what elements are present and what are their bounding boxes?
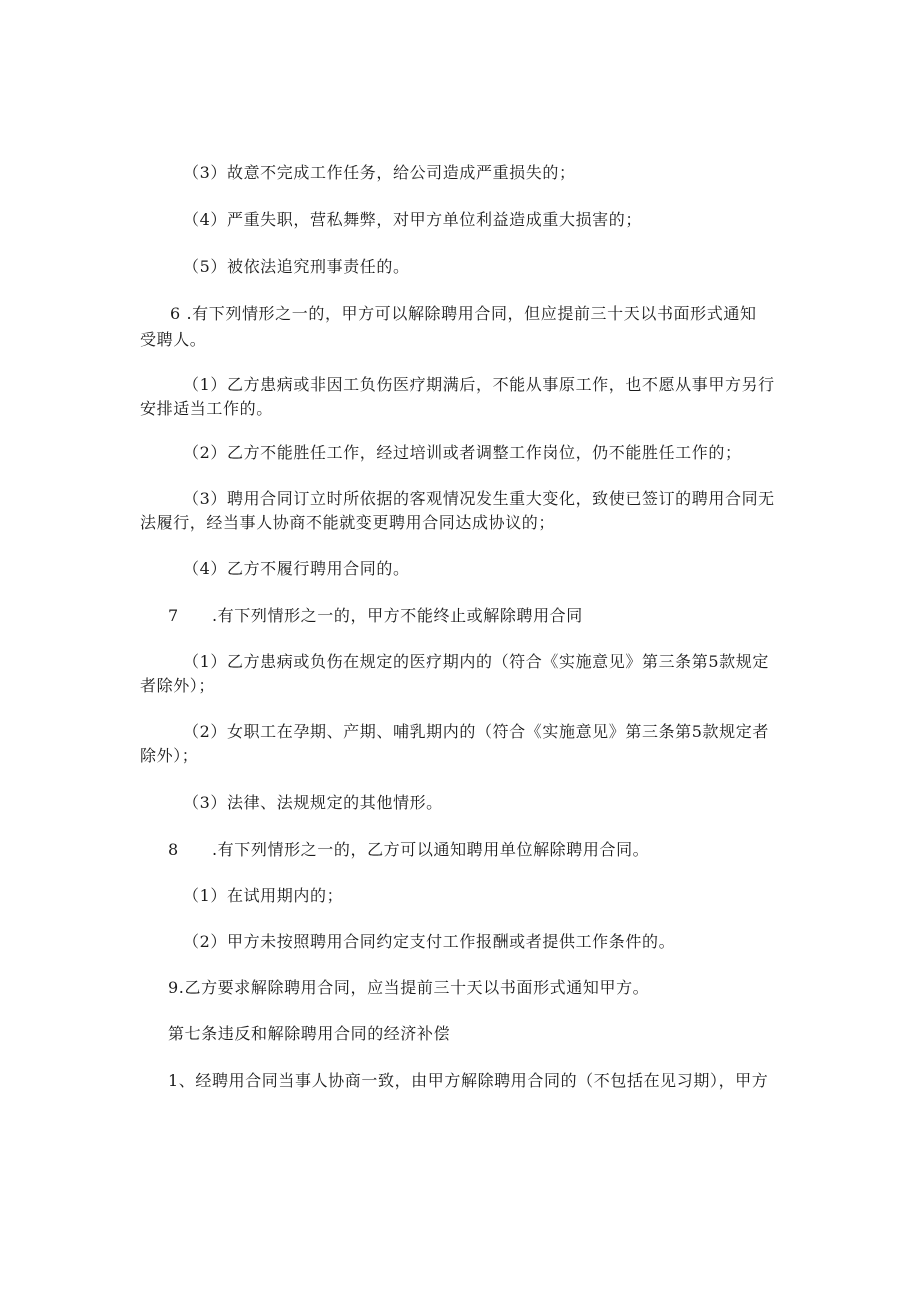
paragraph-line: （3）聘用合同订立时所依据的客观情况发生重大变化，致使已签订的聘用合同无 — [183, 489, 775, 508]
paragraph-line: （2）甲方未按照聘用合同约定支付工作报酬或者提供工作条件的。 — [183, 932, 676, 951]
paragraph-line: 1、经聘用合同当事人协商一致，由甲方解除聘用合同的（不包括在见习期），甲方 — [168, 1071, 769, 1090]
paragraph-line: （2）女职工在孕期、产期、哺乳期内的（符合《实施意见》第三条第5款规定者 — [183, 722, 769, 741]
paragraph-line: 受聘人。 — [140, 330, 207, 349]
paragraph-line: （4）严重失职，营私舞弊，对甲方单位利益造成重大损害的； — [183, 210, 642, 229]
paragraph-line: （3）故意不完成工作任务，给公司造成严重损失的； — [183, 163, 576, 182]
paragraph-line: 法履行，经当事人协商不能就变更聘用合同达成协议的； — [140, 513, 556, 532]
paragraph-line: （1）乙方患病或负伤在规定的医疗期内的（符合《实施意见》第三条第5款规定 — [183, 652, 769, 671]
paragraph-line: （1）乙方患病或非因工负伤医疗期满后，不能从事原工作，也不愿从事甲方另行 — [183, 375, 775, 394]
paragraph-line: （4）乙方不履行聘用合同的。 — [183, 559, 410, 578]
section-heading: 第七条违反和解除聘用合同的经济补偿 — [168, 1024, 451, 1043]
item-number: 7 — [168, 606, 179, 625]
paragraph-line: （1）在试用期内的； — [183, 886, 344, 905]
paragraph-line: 9.乙方要求解除聘用合同，应当提前三十天以书面形式通知甲方。 — [168, 978, 650, 997]
paragraph-line: 安排适当工作的。 — [140, 399, 273, 418]
paragraph-line: .有下列情形之一的，乙方可以通知聘用单位解除聘用合同。 — [212, 840, 650, 859]
paragraph-line: 者除外）； — [140, 676, 216, 695]
paragraph-line: （3）法律、法规规定的其他情形。 — [183, 793, 443, 812]
paragraph-line: （2）乙方不能胜任工作，经过培训或者调整工作岗位，仍不能胜任工作的； — [183, 443, 742, 462]
paragraph-line: .有下列情形之一的，甲方不能终止或解除聘用合同 — [212, 606, 583, 625]
paragraph-line: 6 .有下列情形之一的，甲方可以解除聘用合同，但应提前三十天以书面形式通知 — [170, 304, 757, 323]
paragraph-line: 除外）； — [140, 746, 199, 765]
paragraph-line: （5）被依法追究刑事责任的。 — [183, 257, 410, 276]
item-number: 8 — [168, 840, 179, 859]
